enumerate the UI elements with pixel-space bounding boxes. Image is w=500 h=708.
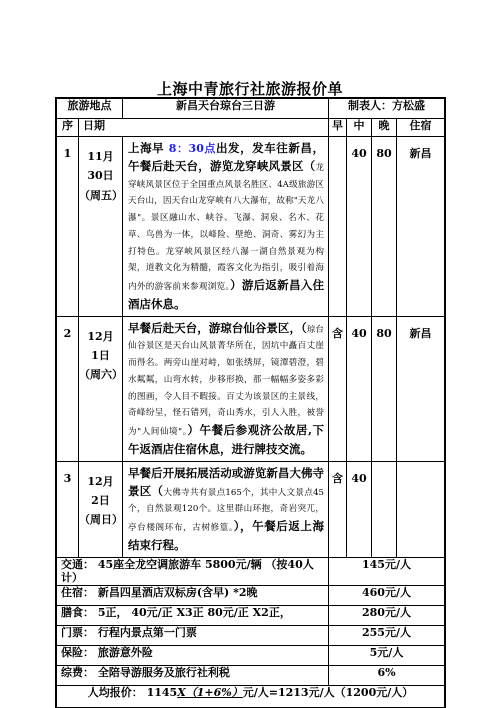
- column-header-row: [57, 119, 445, 137]
- header-row: [57, 99, 445, 119]
- total-price-result: 元/人=1213元/人（1200元/人）: [242, 686, 414, 700]
- cost-label: 保险： 旅游意外险: [57, 646, 329, 666]
- day-seq: 2: [57, 316, 79, 461]
- cost-row-transport: [57, 557, 445, 586]
- day-hotel: [397, 461, 445, 557]
- cost-amount: 145元/人: [329, 557, 445, 586]
- cost-label: 交通： 45座全龙空调旅游车 5800元/辆 （按40人计）: [57, 557, 329, 586]
- itinerary-text: ），午餐后返上海结束行程。: [128, 519, 325, 552]
- cost-label: 膳食： 5正， 40元/正 X3正 80元/正 X2正，: [57, 606, 329, 626]
- day-date: [79, 316, 123, 461]
- day-lunch: 40: [347, 461, 372, 557]
- cost-amount: 5元/人: [329, 646, 445, 666]
- day-breakfast: [329, 137, 347, 317]
- day-lunch: 40: [347, 137, 372, 317]
- scenic-description: 大佛寺共有景点165个，其中人文景点45个，自然景观120个。这里群山环抱，奇岩突兀，亭台楼阁环布，古树修篁。: [128, 487, 325, 533]
- cost-row-lodging: [57, 586, 445, 606]
- day-day: 30日: [87, 169, 114, 183]
- day-seq: 3: [57, 461, 79, 557]
- itinerary-text: 早餐后开展拓展活动或游览新昌大佛寺景区（: [128, 465, 324, 498]
- cost-label: 门票： 行程内景点第一门票: [57, 626, 329, 646]
- cost-label: 综费： 全陪导游服务及旅行社利税: [57, 666, 329, 686]
- day-row: [57, 137, 445, 317]
- page-title: 上海中青旅行社旅游报价单: [156, 80, 343, 98]
- day-dinner: 80: [372, 316, 397, 461]
- tour-name: 新昌天台琼台三日游: [123, 99, 329, 119]
- scenic-description: 琼台仙谷景区是天台山风景菁华所在，因坑中矗百丈崖而得名。两旁山崖对峙，如张绣屏，镜潭碧澄，碧水粼粼，山弯水转，步移形换，那一幅幅多姿多彩的图画，令人目不暇接。百丈为该景区的主景线，奇峰纷呈，怪石错列，奇山秀水，引人入胜，被誉为"人间仙境"。: [128, 324, 324, 438]
- cost-row-service: [57, 666, 445, 686]
- place-label: 旅游地点: [57, 99, 123, 119]
- day-month: 12月: [87, 329, 114, 343]
- day-date: [79, 137, 123, 317]
- total-price-formula: X（1+6%）: [177, 686, 243, 700]
- cost-amount: 255元/人: [329, 626, 445, 646]
- cost-label: 住宿： 新昌四星酒店双标房(含早) *2晚: [57, 586, 329, 606]
- day-weekday: （周六）: [79, 368, 123, 382]
- departure-time: 8：30点: [168, 142, 216, 155]
- col-breakfast: 早: [329, 119, 347, 137]
- cost-row-meals: [57, 606, 445, 626]
- day-seq: 1: [57, 137, 79, 317]
- day-itinerary: [123, 461, 329, 557]
- day-itinerary: [123, 316, 329, 461]
- itinerary-text: ）游后返新昌入住酒店休息。: [128, 278, 324, 311]
- col-seq: 序: [57, 119, 79, 137]
- day-breakfast: 含: [329, 461, 347, 557]
- itinerary-text: 上海早: [128, 141, 169, 155]
- quote-table: [56, 98, 445, 708]
- cost-amount: 280元/人: [329, 606, 445, 626]
- itinerary-text: 早餐后赴天台，游琼台仙谷景区，（: [128, 320, 307, 335]
- day-breakfast: 含: [329, 316, 347, 461]
- day-itinerary: [123, 137, 329, 317]
- total-price-row: [57, 686, 445, 708]
- day-dinner: 80: [372, 137, 397, 317]
- day-day: 1日: [91, 348, 110, 362]
- cost-row-insurance: [57, 646, 445, 666]
- total-price: [57, 686, 445, 708]
- maker-label: 制表人：方松盛: [329, 99, 445, 119]
- total-price-base: 人均报价： 1145: [87, 686, 178, 700]
- day-day: 2日: [91, 493, 110, 507]
- scenic-description: 龙穿峡风景区位于全国重点风景名胜区、4A级旅游区天台山，因天台山龙穿峡有八大瀑布，故称"天龙八瀑"。景区融山水、峡谷、飞瀑、洞泉、名木、花草、鸟兽为一体，以峰险、壁绝、洞奇、雾幻为主打特色。龙穿峡风景区经八瀑一湖自然景观为构架，道教文化为精髓，霞客文化为指引，吸引着海内外的游客前来参观浏览。: [128, 162, 324, 293]
- day-date: [79, 461, 123, 557]
- cost-amount: 460元/人: [329, 586, 445, 606]
- day-month: 12月: [87, 474, 114, 488]
- day-hotel: 新昌: [397, 137, 445, 317]
- day-row: [57, 316, 445, 461]
- col-date: 日期: [79, 119, 329, 137]
- day-month: 11月: [87, 150, 114, 163]
- cost-row-tickets: [57, 626, 445, 646]
- day-weekday: （周五）: [79, 188, 123, 202]
- col-dinner: 晚: [372, 119, 397, 137]
- itinerary-text: ）午餐后参观济公故居,下午返酒店住宿休息，进行牌技交流。: [128, 423, 324, 456]
- day-hotel: 新昌: [397, 316, 445, 461]
- cost-amount: 6%: [329, 666, 445, 686]
- day-weekday: （周日）: [79, 513, 123, 527]
- day-lunch: 40: [347, 316, 372, 461]
- col-hotel: 住宿: [397, 119, 445, 137]
- day-dinner: [372, 461, 397, 557]
- itinerary-text: 出发，发车往新昌，午餐后赴天台，游览龙穿峡风景区（: [128, 141, 324, 173]
- day-row: [57, 461, 445, 557]
- col-lunch: 中: [347, 119, 372, 137]
